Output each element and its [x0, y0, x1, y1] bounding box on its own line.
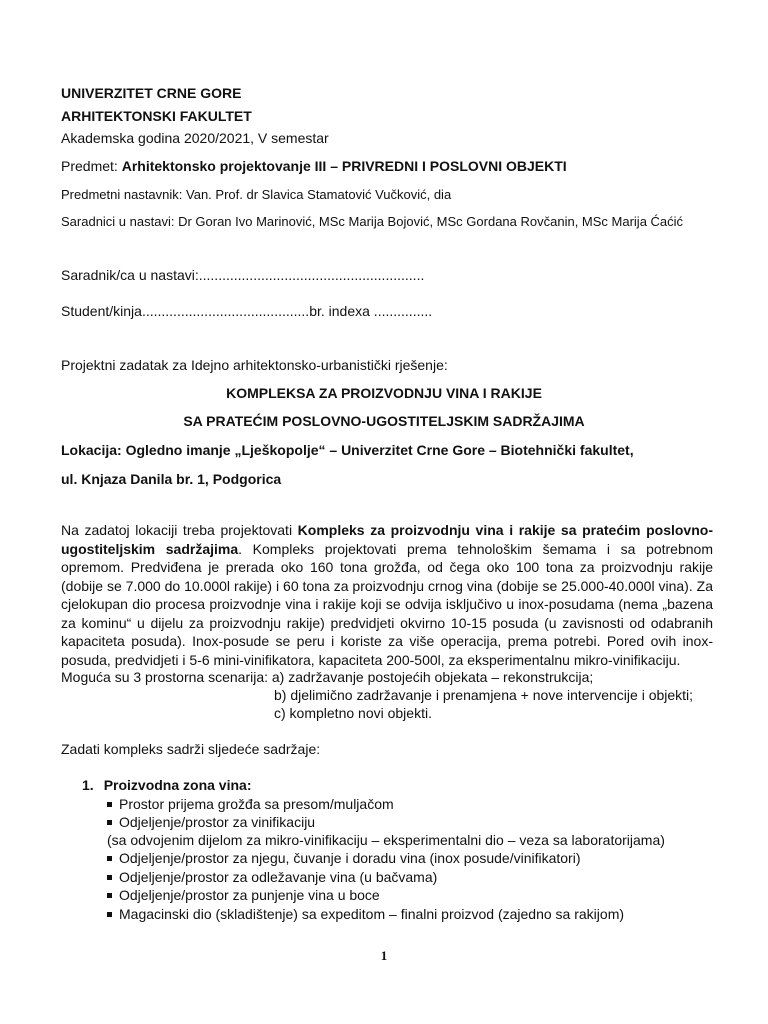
- student-fill-line: Student/kinja...........................................br. indexa ...............: [61, 303, 433, 319]
- paragraph-lead: Na zadatoj lokaciji treba projektovati: [61, 522, 298, 538]
- bullet-square-icon: [107, 820, 112, 825]
- bullet-square-icon: [107, 893, 112, 898]
- scenario-a: Moguća su 3 prostorna scenarija: a) zadržavanje postojećih objekata – rekonstrukcija;: [61, 669, 594, 685]
- section-title: Proizvodna zona vina:: [103, 777, 252, 793]
- assistants-line: Saradnici u nastavi: Dr Goran Ivo Marinović, MSc Marija Bojović, MSc Gordana Rovčanin, MSc Marija Ćaćić: [61, 214, 684, 229]
- scenario-b: b) djelimično zadržavanje i prenamjena + nove intervencije i objekti;: [274, 687, 694, 703]
- teacher-line: Predmetni nastavnik: Van. Prof. dr Slavica Stamatović Vučković, dia: [61, 187, 452, 202]
- description-paragraph: [61, 521, 713, 669]
- task-title-line1: KOMPLEKSA ZA PROIZVODNJU VINA I RAKIJE: [226, 385, 542, 401]
- bullet-square-icon: [107, 802, 112, 807]
- assistant-fill-line: Saradnik/ca u nastavi:..........................................................: [61, 267, 425, 283]
- list-item: Magacinski dio (skladištenje) sa expeditom – finalni proizvod (zajedno sa rakijom): [107, 905, 624, 924]
- section-heading: [82, 776, 252, 794]
- subject-label: Predmet:: [61, 158, 122, 174]
- university-name: UNIVERZITET CRNE GORE: [61, 85, 242, 101]
- list-item-continuation: (sa odvojenim dijelom za mikro-vinifikaciju – eksperimentalni dio – veza sa laboratorijama): [107, 832, 665, 848]
- bullet-square-icon: [107, 875, 112, 880]
- list-item: Odjeljenje/prostor za odležavanje vina (u bačvama): [107, 868, 437, 887]
- subject-value: Arhitektonsko projektovanje III – PRIVREDNI I POSLOVNI OBJEKTI: [121, 158, 567, 174]
- task-intro: Projektni zadatak za Idejno arhitektonsko-urbanistički rješenje:: [61, 357, 448, 373]
- faculty-name: ARHITEKTONSKI FAKULTET: [61, 108, 252, 124]
- task-title-line2: SA PRATEĆIM POSLOVNO-UGOSTITELJSKIM SADRŽAJIMA: [183, 413, 585, 429]
- page-number: 1: [380, 948, 388, 963]
- section-number: 1.: [82, 777, 94, 793]
- scenario-c: c) kompletno novi objekti.: [274, 705, 432, 721]
- bullet-square-icon: [107, 856, 112, 861]
- bullet-square-icon: [107, 912, 112, 917]
- paragraph-bold: Kompleks za proizvodnju vina i rakije sa pratećim poslovno-ugostiteljskim sadržajima: [61, 522, 713, 557]
- subject-line: [61, 157, 567, 175]
- location-line2: ul. Knjaza Danila br. 1, Podgorica: [61, 471, 282, 487]
- paragraph-rest: . Kompleks projektovati prema tehnološkim šemama i sa potrebnom opremom. Predviđena je prerada oko 160 tona grožđa, od čega oko 100 tona za proizvodnju rakije (dobije se 7.000 do 10.000l rakije) i 60 tona za proizvodnju crnog vina (dobije se 25.000-40.000l vina). Za cjelokupan dio procesa proizvodnje vina i rakije koji se odvija isključivo u inox-posudama (nema „bazena za kominu“ u dijelu za proizvodnju rakije) predvidjeti okvirno 10-15 posuda (u zavisnosti od odabranih kapaciteta posuda). Inox-posude se peru i koriste za više operacija, prema potrebi. Pored ovih inox-posuda, predvidjeti i 5-6 mini-vinifikatora, kapaciteta 200-500l, za eksperimentalnu mikro-vinifikaciju.: [61, 540, 713, 668]
- academic-year: Akademska godina 2020/2021, V semestar: [61, 130, 329, 146]
- list-item: Prostor prijema grožđa sa presom/muljačom: [107, 795, 394, 814]
- list-item: Odjeljenje/prostor za punjenje vina u boce: [107, 886, 380, 905]
- list-item: Odjeljenje/prostor za njegu, čuvanje i doradu vina (inox posude/vinifikatori): [107, 849, 580, 868]
- contents-intro: Zadati kompleks sadrži sljedeće sadržaje:: [61, 741, 321, 757]
- list-item: Odjeljenje/prostor za vinifikaciju: [107, 813, 315, 832]
- location-line1: Lokacija: Ogledno imanje „Lješkopolje“ – Univerzitet Crne Gore – Biotehnički fakultet,: [61, 442, 634, 458]
